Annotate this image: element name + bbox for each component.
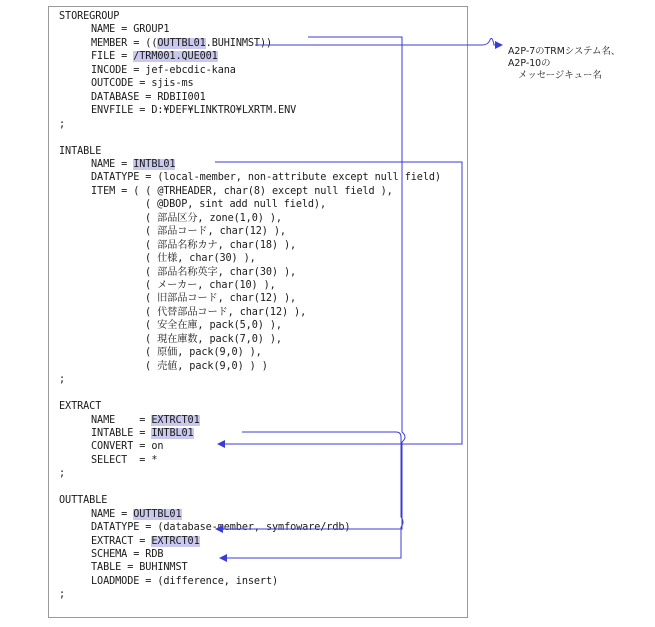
code-text: INTABLE [59,145,102,157]
code-text: ( 現在庫数, pack(7,0) ), [145,333,282,345]
code-text: .BUHINMST)) [205,37,273,49]
code-text: OUTCODE = sjis-ms [91,78,194,90]
code-text: ( メーカー, char(10) ), [145,280,276,291]
code-text: ENVFILE = D:¥DEF¥LINKTRO¥LXRTM.ENV [91,105,297,117]
highlighted-identifier: EXTRCT01 [151,414,200,426]
code-text: ( 売値, pack(9,0) ) ) [145,360,268,372]
code-text: ( 旧部品コード, char(12) ), [145,293,297,305]
code-text: NAME = [91,158,134,170]
code-text: ( 原価, pack(9,0) ), [145,347,262,359]
code-text: CONVERT = on [91,441,164,453]
code-text: DATABASE = RDBII001 [91,91,206,103]
code-text: TABLE = BUHINMST [91,562,188,574]
code-text: NAME = [91,508,134,520]
note-line: メッセージキュー名 [518,70,602,81]
highlighted-identifier: INTBL01 [133,158,176,170]
code-text: ( 代替部品コード, char(12) ), [145,306,307,318]
arrow-extract-to-outtable [220,432,403,558]
code-text: ; [59,468,66,480]
code-text: ( 部品コード, char(12) ), [145,226,286,238]
highlighted-identifier: OUTTBL01 [133,508,182,520]
code-text: ( 安全在庫, pack(5,0) ), [145,320,282,332]
note-line: A2P-7のTRMシステム名、 [508,46,621,57]
arrow-file-to-note [255,38,502,45]
highlighted-identifier: EXTRCT01 [151,535,200,547]
highlighted-identifier: /TRM001.QUE001 [133,51,218,63]
code-text: INTABLE = [91,427,152,439]
code-text: ( 部品名称カナ, char(18) ), [145,239,297,251]
code-text: LOADMODE = (difference, insert) [91,575,279,587]
code-text: INCODE = jef-ebcdic-kana [91,64,236,76]
code-text: ; [59,374,66,386]
code-text: ITEM = ( ( @TRHEADER, char(8) except null field ), [91,185,393,197]
code-text: ( 仕様, char(30) ), [145,253,256,265]
code-text: NAME = GROUP1 [91,24,170,36]
code-text: EXTRACT = [91,535,152,547]
code-text: ; [59,118,66,130]
code-text: SCHEMA = RDB [91,549,164,560]
arrow-member-to-outtable [216,37,405,529]
code-text: MEMBER = (( [91,37,158,49]
code-text: NAME = [91,414,152,426]
code-text: OUTTABLE [59,495,108,507]
code-text: ( 部品区分, zone(1,0) ), [145,212,282,224]
code-text: ; [59,589,66,601]
code-text: ( @DBOP, sint add null field), [145,199,327,211]
code-text: STOREGROUP [59,11,120,22]
code-text: FILE = [91,51,134,63]
highlighted-identifier: INTBL01 [151,427,194,439]
code-text: SELECT = * [91,454,158,466]
highlighted-identifier: OUTTBL01 [157,37,206,49]
arrow-intbl-to-extract [215,162,462,444]
note-line: A2P-10の [508,58,551,69]
code-text: ( 部品名称英字, char(30) ), [145,266,297,278]
code-text: DATATYPE = (database-member, symfoware/rdb) [91,522,351,534]
code-text: EXTRACT [59,401,102,413]
code-text: DATATYPE = (local-member, non-attribute except null field) [91,172,441,184]
